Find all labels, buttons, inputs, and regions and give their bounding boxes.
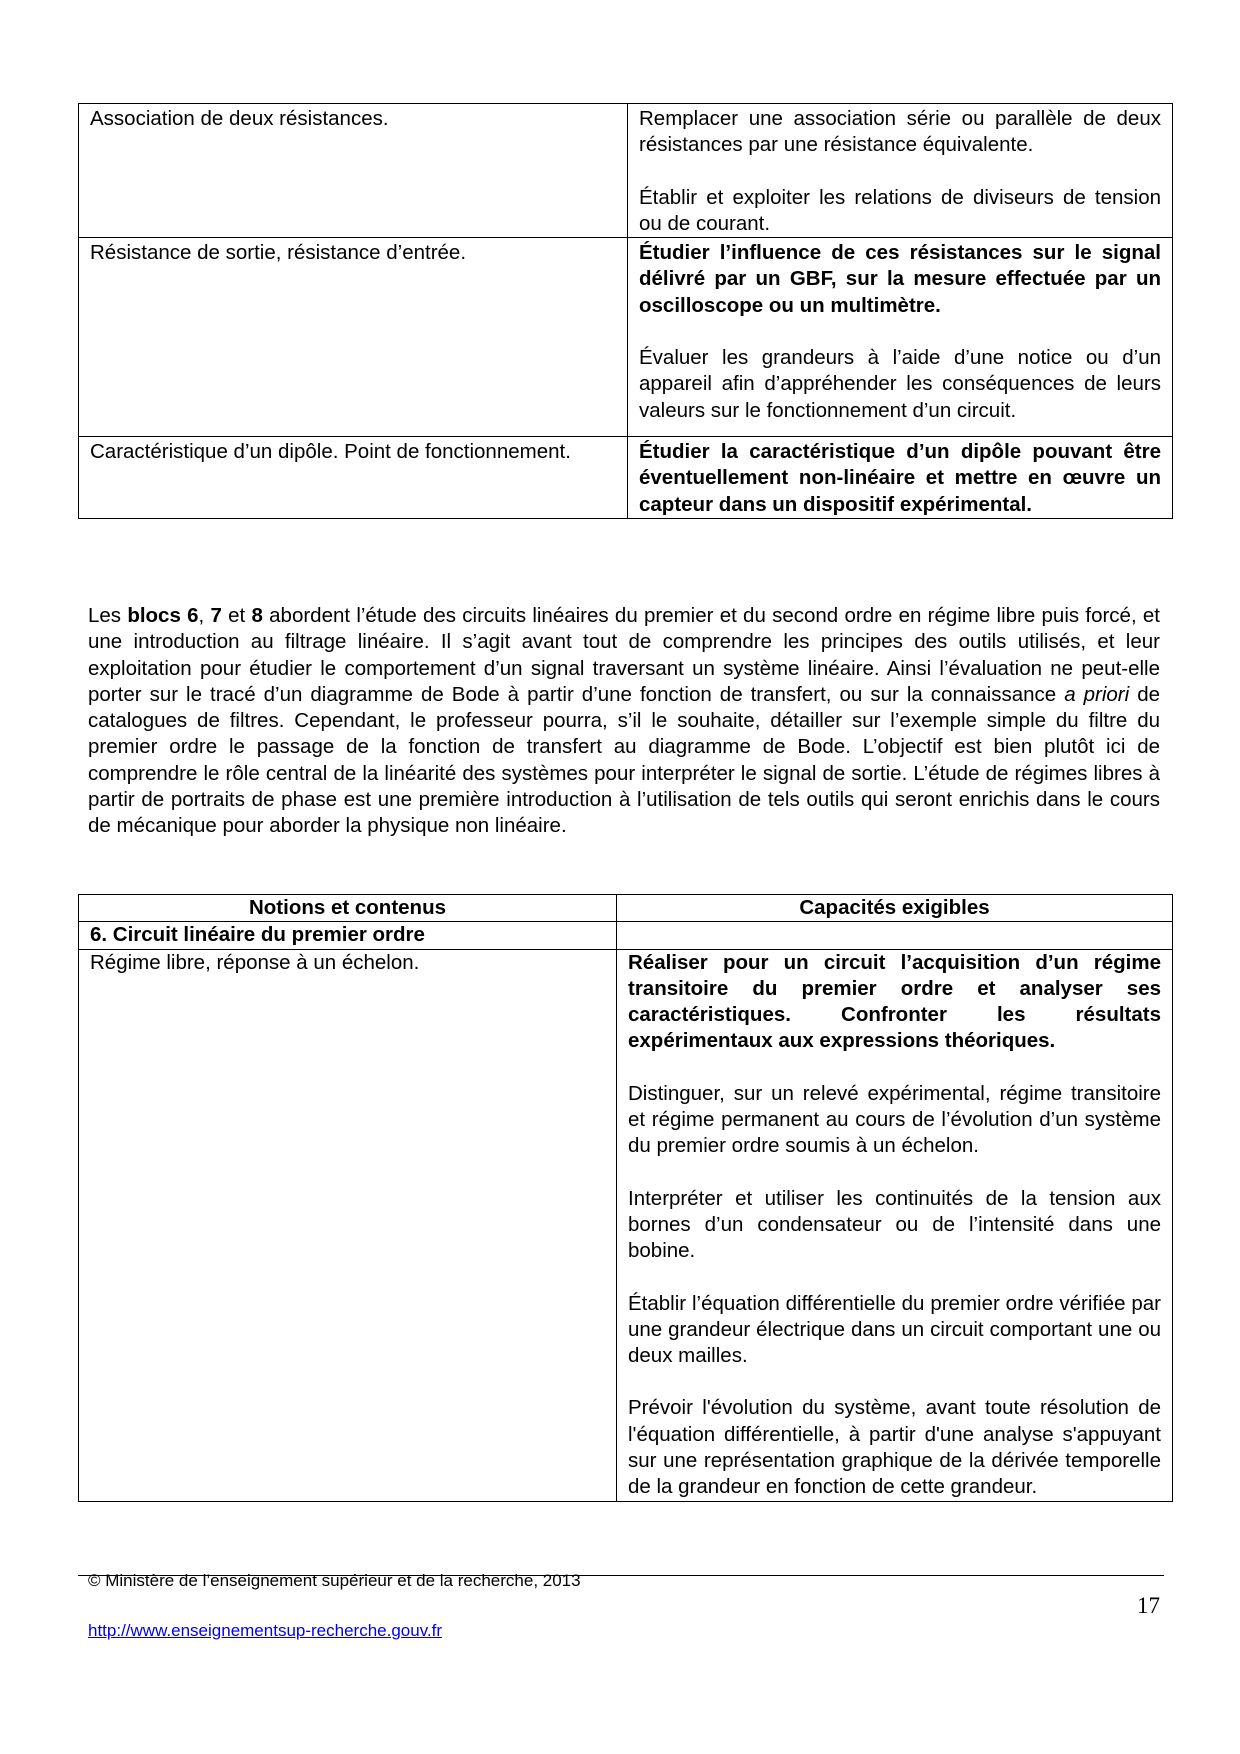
capacite-cell: [628, 104, 1173, 238]
column-header-capacites: Capacités exigibles: [617, 895, 1173, 922]
empty-cell: [617, 922, 1173, 949]
section-row: [79, 922, 1173, 949]
capacite-paragraph: Étudier l’influence de ces résistances sur le signal délivré par un GBF, sur la mesure effectuée par un oscilloscope ou un multimètre.: [639, 241, 1161, 317]
capacite-cell: [617, 949, 1173, 1501]
capacite-paragraph: Établir l’équation différentielle du premier ordre vérifiée par une grandeur électrique dans un circuit comportant une ou deux mailles.: [628, 1291, 1161, 1368]
table-row: [79, 104, 1173, 238]
notion-cell: Association de deux résistances.: [79, 104, 628, 238]
capacite-paragraph: Étudier la caractéristique d’un dipôle pouvant être éventuellement non-linéaire et mettre en œuvre un capteur dans un dispositif expérimental.: [639, 439, 1161, 516]
page-number: 17: [1137, 1593, 1160, 1618]
notion-cell: Régime libre, réponse à un échelon.: [79, 949, 617, 1501]
capacite-paragraph: Prévoir l'évolution du système, avant toute résolution de l'équation différentielle, à partir d'une analyse s'appuyant sur une représentation graphique de la dérivée temporelle de la grandeur en fonction de cette grandeur.: [628, 1396, 1161, 1499]
capacite-paragraph: Établir et exploiter les relations de diviseurs de tension ou de courant.: [639, 185, 1161, 235]
intro-paragraph: Les blocs 6, 7 et 8 abordent l’étude des circuits linéaires du premier et du second ordre en régime libre puis forcé, et une introduction au filtrage linéaire. Il s’agit avant tout de comprendre les principes des outils utilisés, et leur exploitation pour étudier le comportement d’un signal traversant un système linéaire. Ainsi l’évaluation ne peut-elle porter sur le tracé d’un diagramme de Bode à partir d’une fonction de transfert, ou sur la connaissance a priori de catalogues de filtres. Cependant, le professeur pourra, s’il le souhaite, détailler sur l’exemple simple du filtre du premier ordre le passage de la fonction de transfert au diagramme de Bode. L’objectif est bien plutôt ici de comprendre le rôle central de la linéarité des systèmes pour interpréter le signal de sortie. L’étude de régimes libres à partir de portraits de phase est une première introduction à l’utilisation de tels outils qui seront enrichis dans le cours de mécanique pour aborder la physique non linéaire.: [88, 604, 1160, 838]
table-row: [79, 436, 1173, 518]
footer-copyright: © Ministère de l’enseignement supérieur et de la recherche, 2013: [88, 1571, 581, 1590]
notion-cell: Résistance de sortie, résistance d’entrée.: [79, 238, 628, 437]
capacites-table-2: [78, 894, 1173, 1502]
capacite-paragraph: Réaliser pour un circuit l’acquisition d’un régime transitoire du premier ordre et analyser ses caractéristiques. Confronter les résultats expérimentaux aux expressions théoriques.: [628, 950, 1161, 1053]
capacite-cell: [628, 238, 1173, 437]
capacites-table-1: [78, 103, 1173, 519]
notion-cell: Caractéristique d’un dipôle. Point de fonctionnement.: [79, 436, 628, 518]
column-header-notions: Notions et contenus: [79, 895, 617, 922]
footer-link[interactable]: http://www.enseignementsup-recherche.gouv.fr: [88, 1621, 443, 1640]
capacite-cell: [628, 436, 1173, 518]
section-title: 6. Circuit linéaire du premier ordre: [79, 922, 617, 949]
capacite-paragraph: Évaluer les grandeurs à l’aide d’une notice ou d’un appareil afin d’appréhender les conséquences de leurs valeurs sur le fonctionnement d’un circuit.: [639, 346, 1161, 422]
capacite-paragraph: Interpréter et utiliser les continuités de la tension aux bornes d’un condensateur ou de l’intensité dans une bobine.: [628, 1186, 1161, 1263]
table-header-row: [79, 895, 1173, 922]
capacite-paragraph: Distinguer, sur un relevé expérimental, régime transitoire et régime permanent au cours de l’évolution d’un système du premier ordre soumis à un échelon.: [628, 1081, 1161, 1158]
table-row: [79, 238, 1173, 437]
capacite-paragraph: Remplacer une association série ou parallèle de deux résistances par une résistance équivalente.: [639, 107, 1161, 157]
table-row: [79, 949, 1173, 1501]
